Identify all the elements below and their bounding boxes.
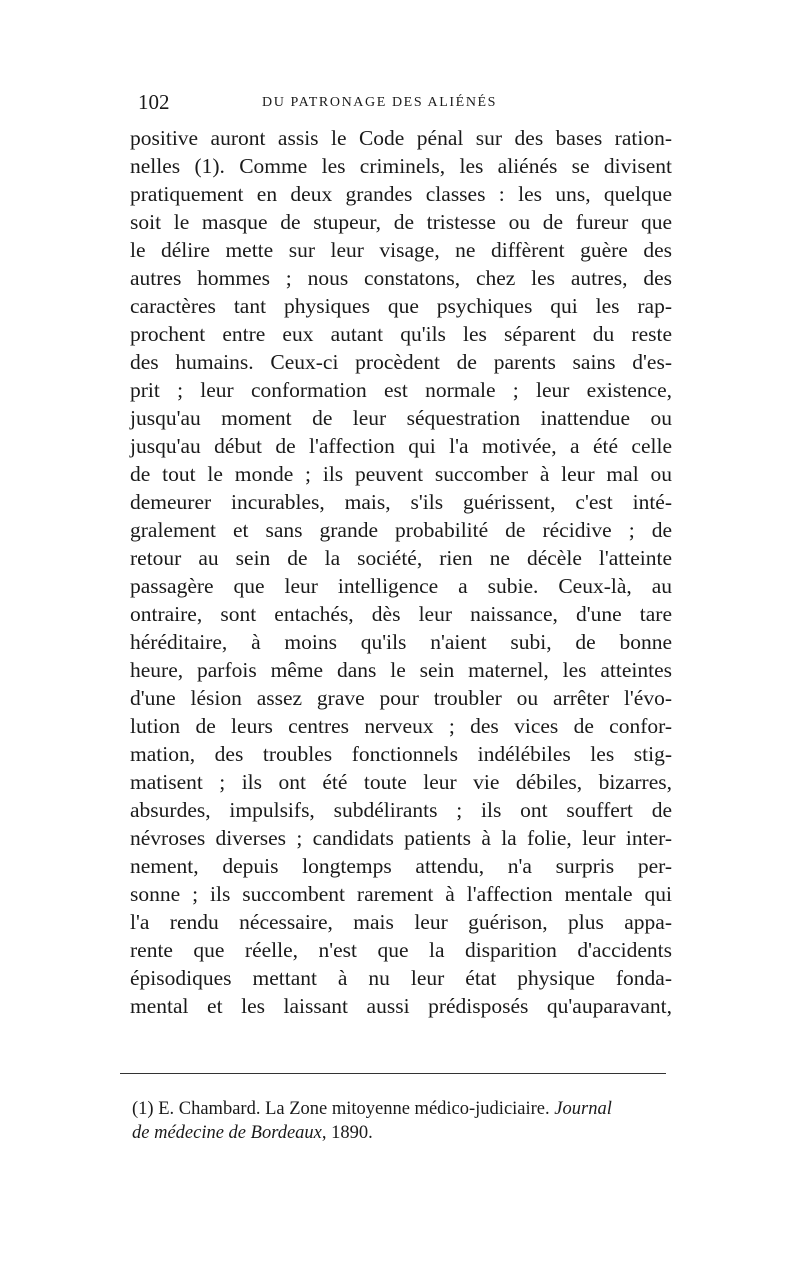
text-line: l'a rendu nécessaire, mais leur guérison, plus appa-	[130, 910, 672, 934]
text-line: héréditaire, à moins qu'ils n'aient subi, de bonne	[130, 630, 672, 654]
text-line: rente que réelle, n'est que la disparition d'accidents	[130, 938, 672, 962]
text-line: passagère que leur intelligence a subie. Ceux-là, au	[130, 574, 672, 598]
footnote-line-2	[132, 1121, 672, 1145]
text-line: névroses diverses ; candidats patients à la folie, leur inter-	[130, 826, 672, 850]
text-line: ontraire, sont entachés, dès leur naissance, d'une tare	[130, 602, 672, 626]
text-line: soit le masque de stupeur, de tristesse ou de fureur que	[130, 210, 672, 234]
text-line: sonne ; ils succombent rarement à l'affection mentale qui	[130, 882, 672, 906]
footnote-journal-title-part1: Journal	[554, 1099, 612, 1119]
footnote-separator	[120, 1073, 666, 1074]
page-header	[130, 90, 670, 120]
footnote-year: , 1890.	[321, 1123, 373, 1143]
text-line: heure, parfois même dans le sein maternel, les atteintes	[130, 658, 672, 682]
footnote-journal-title-part2: de médecine de Bordeaux	[132, 1123, 322, 1143]
body-text	[130, 124, 672, 1020]
text-line: de tout le monde ; ils peuvent succomber à leur mal ou	[130, 462, 672, 486]
text-line: lution de leurs centres nerveux ; des vices de confor-	[130, 714, 672, 738]
text-line: jusqu'au moment de leur séquestration inattendue ou	[130, 406, 672, 430]
text-line: prochent entre eux autant qu'ils les séparent du reste	[130, 322, 672, 346]
text-line: mental et les laissant aussi prédisposés qu'auparavant,	[130, 994, 672, 1018]
text-line: nelles (1). Comme les criminels, les aliénés se divisent	[130, 154, 672, 178]
page-number: 102	[138, 90, 170, 114]
text-line: positive auront assis le Code pénal sur des bases ration-	[130, 126, 672, 150]
text-line: caractères tant physiques que psychiques qui les rap-	[130, 294, 672, 318]
text-line: d'une lésion assez grave pour troubler ou arrêter l'évo-	[130, 686, 672, 710]
running-head: DU PATRONAGE DES ALIÉNÉS	[262, 95, 498, 110]
text-line: des humains. Ceux-ci procèdent de parents sains d'es-	[130, 350, 672, 374]
footnote-citation: E. Chambard. La Zone mitoyenne médico-judiciaire.	[158, 1099, 550, 1119]
text-line: demeurer incurables, mais, s'ils guérissent, c'est inté-	[130, 490, 672, 514]
text-line: retour au sein de la société, rien ne décèle l'atteinte	[130, 546, 672, 570]
footnote-line-1	[132, 1097, 672, 1121]
text-line: pratiquement en deux grandes classes : les uns, quelque	[130, 182, 672, 206]
text-line: le délire mette sur leur visage, ne diffèrent guère des	[130, 238, 672, 262]
text-line: absurdes, impulsifs, subdélirants ; ils ont souffert de	[130, 798, 672, 822]
text-line: matisent ; ils ont été toute leur vie débiles, bizarres,	[130, 770, 672, 794]
text-line: jusqu'au début de l'affection qui l'a motivée, a été celle	[130, 434, 672, 458]
text-line: mation, des troubles fonctionnels indélébiles les stig-	[130, 742, 672, 766]
text-line: gralement et sans grande probabilité de récidive ; de	[130, 518, 672, 542]
text-line: épisodiques mettant à nu leur état physique fonda-	[130, 966, 672, 990]
text-line: autres hommes ; nous constatons, chez les autres, des	[130, 266, 672, 290]
text-line: nement, depuis longtemps attendu, n'a surpris per-	[130, 854, 672, 878]
text-line: prit ; leur conformation est normale ; leur existence,	[130, 378, 672, 402]
footnote-marker: (1)	[132, 1099, 154, 1119]
footnote	[132, 1097, 672, 1145]
